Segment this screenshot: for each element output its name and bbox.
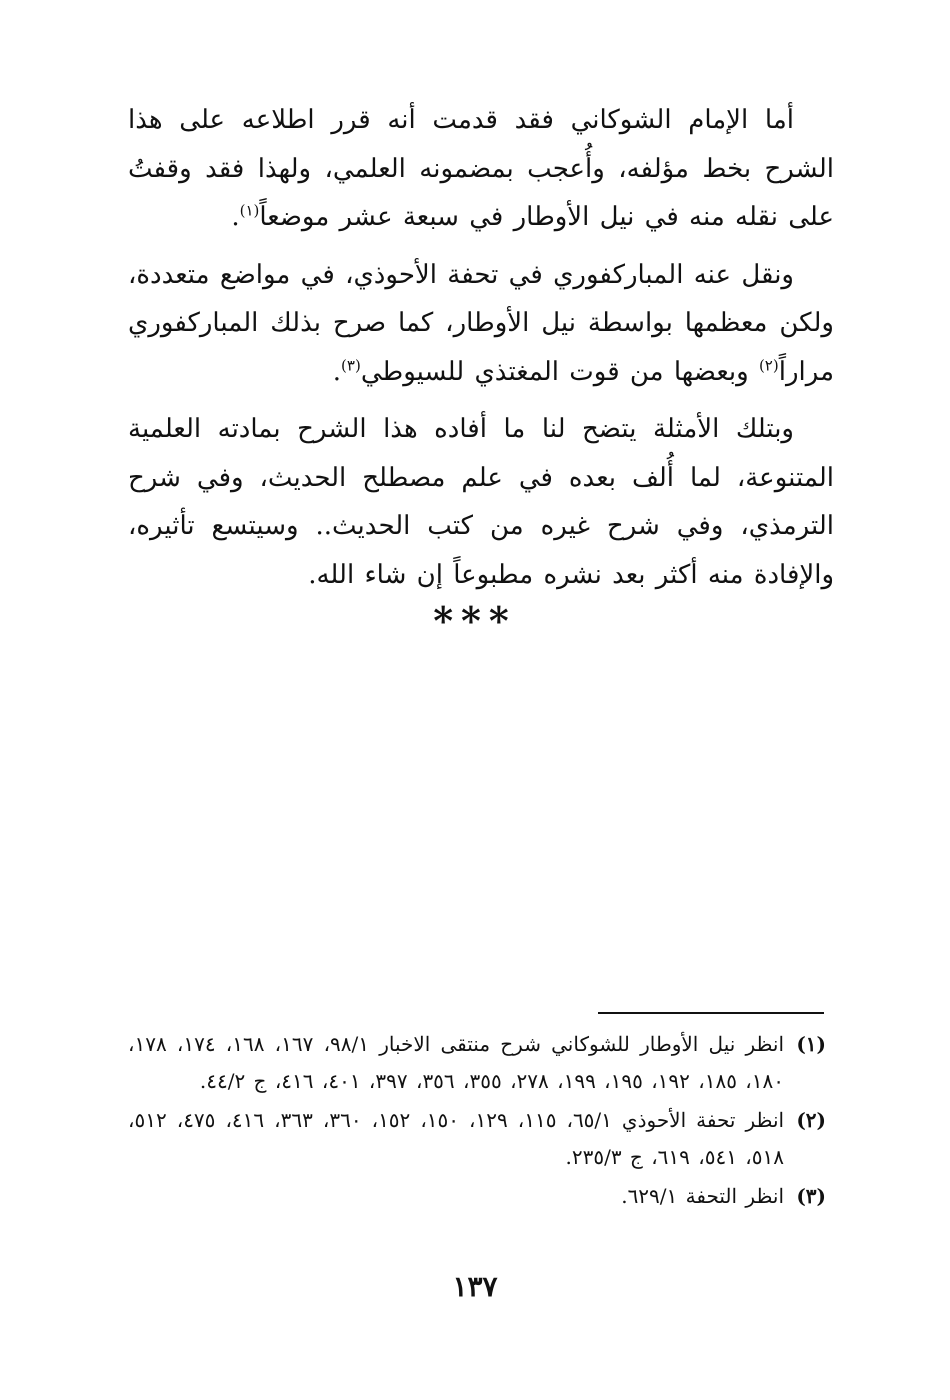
section-separator: *** xyxy=(433,598,517,643)
footnote-number: (١) xyxy=(796,1032,826,1056)
footnote-3 xyxy=(128,1178,826,1215)
paragraph-1 xyxy=(128,96,834,242)
paragraph-1-text: أما الإمام الشوكاني فقد قدمت أنه قرر اطلاعه على هذا الشرح بخط مؤلفه، وأُعجب بمضمونه العلمي، ولهذا فقد وقفتُ على نقله منه في نيل الأوطار في سبعة عشر موضعاً xyxy=(128,105,834,232)
footnote-text: انظر تحفة الأحوذي ٦٥/١، ١١٥، ١٢٩، ١٥٠، ١٥٢، ٣٦٠، ٣٦٣، ٤١٦، ٤٧٥، ٥١٢، ٥١٨، ٥٤١، ٦١٩، ج ٢٣٥/٣. xyxy=(128,1108,785,1169)
paragraph-1-end: . xyxy=(231,202,240,232)
footnote-text: انظر التحفة ٦٢٩/١. xyxy=(621,1184,784,1208)
footnote-2 xyxy=(128,1102,826,1176)
paragraph-2-text: ونقل عنه المباركفوري في تحفة الأحوذي، في مواضع متعددة، ولكن معظمها بواسطة نيل الأوطار، كما صرح بذلك المباركفوري مراراً xyxy=(128,259,834,387)
footnote-1 xyxy=(128,1026,826,1100)
footnote-ref-1: (١) xyxy=(239,201,260,220)
paragraph-2-continuation: وبعضها من قوت المغتذي للسيوطي xyxy=(360,356,759,387)
footnote-ref-3: (٣) xyxy=(341,355,361,374)
footnote-text: انظر نيل الأوطار للشوكاني شرح منتقى الاخبار ٩٨/١، ١٦٧، ١٦٨، ١٧٤، ١٧٨، ١٨٠، ١٨٥، ١٩٢، ١٩٥، ١٩٩، ٢٧٨، ٣٥٥، ٣٥٦، ٣٩٧، ٤٠١، ٤١٦، ج ٤٤/٢. xyxy=(128,1032,785,1093)
footnote-number: (٣) xyxy=(796,1184,826,1208)
footnote-divider xyxy=(598,1012,824,1014)
footnotes xyxy=(128,1026,826,1217)
paragraph-2 xyxy=(128,251,834,397)
footnote-number: (٢) xyxy=(796,1108,826,1132)
paragraph-3 xyxy=(128,405,834,599)
main-text xyxy=(128,96,834,608)
page-number: ١٣٧ xyxy=(452,1270,498,1303)
paragraph-3-text: وبتلك الأمثلة يتضح لنا ما أفاده هذا الشرح بمادته العلمية المتنوعة، لما أُلف بعده في علم مصطلح الحديث، وفي شرح الترمذي، وفي شرح غيره من كتب الحديث.. وسيتسع تأثيره، والإفادة منه أكثر بعد نشره مطبوعاً إن شاء الله. xyxy=(128,414,834,590)
footnote-ref-2: (٢) xyxy=(758,355,779,374)
paragraph-2-end: . xyxy=(332,356,342,387)
